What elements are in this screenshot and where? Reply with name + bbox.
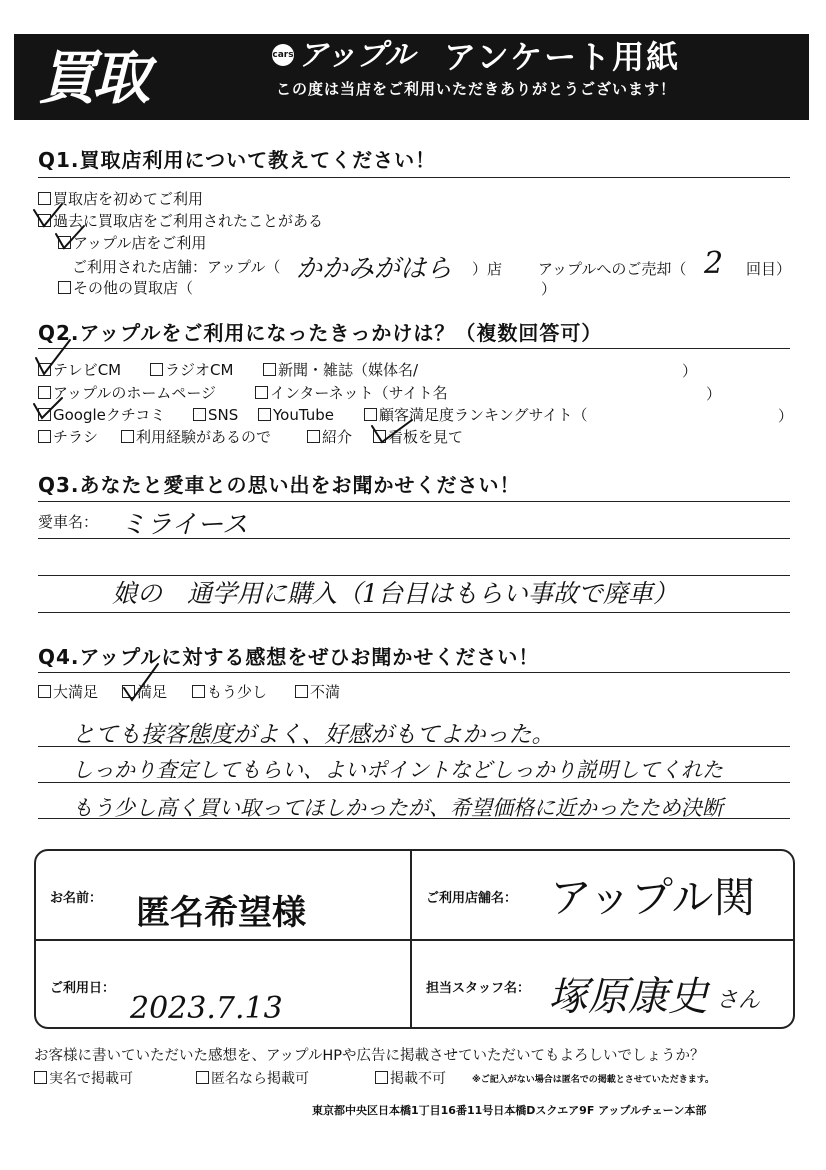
staff-suffix: さん	[716, 988, 761, 1013]
check-mark-icon	[36, 340, 70, 374]
q1-heading: Q1.買取店利用について教えてください！	[38, 148, 437, 172]
q3-car-label: 愛車名：	[38, 513, 99, 531]
q1-other-close: ）	[541, 280, 557, 298]
q1-option-apple[interactable]: アップル店をご利用	[58, 233, 206, 253]
q2-option-flyer[interactable]: チラシ	[38, 427, 98, 447]
q3-car-value[interactable]: ミライース	[120, 510, 248, 540]
q3-memory-text[interactable]: 娘の 通学用に購入（1台目はもらい事故で廃車）	[112, 579, 678, 608]
q2-news-close: ）	[682, 362, 698, 380]
q2-option-experience[interactable]: 利用経験があるので	[121, 427, 271, 447]
q2-option-radio[interactable]: ラジオCM	[150, 360, 233, 380]
store-name-label: ご利用店舗名：	[426, 891, 518, 906]
option-anonymous[interactable]: 匿名なら掲載可	[196, 1068, 309, 1088]
q2-ranking-close: ）	[778, 407, 794, 425]
q2-option-google[interactable]: Googleクチコミ	[38, 405, 165, 425]
publish-note: ※ご記入がない場合は匿名での掲載とさせていただきます。	[472, 1075, 715, 1085]
q4-option-satisfied[interactable]: 満足	[122, 682, 167, 702]
q4-comment-line-1[interactable]: とても接客態度がよく、好感がもてよかった。	[72, 722, 555, 748]
staff-value[interactable]: 塚原康史	[548, 974, 708, 1020]
apple-logo-text: アップル	[298, 38, 415, 73]
q2-option-tv[interactable]: テレビCM	[38, 360, 121, 380]
q1-store-suffix: ）店	[472, 260, 503, 278]
customer-info-card	[34, 849, 795, 1029]
q2-option-homepage[interactable]: アップルのホームページ	[38, 383, 216, 403]
q1-sale-count-suffix: 回目）	[746, 260, 792, 278]
q2-option-sns[interactable]: SNS	[193, 405, 238, 425]
option-real-name[interactable]: 実名で掲載可	[34, 1068, 133, 1088]
date-label: ご利用日：	[50, 981, 116, 996]
q1-sale-count-label: アップルへのご売却（	[538, 260, 687, 278]
q2-option-news[interactable]: 新聞・雑誌（媒体名/	[263, 360, 418, 380]
q2-option-referral[interactable]: 紹介	[307, 427, 352, 447]
company-address: 東京都中央区日本橋1丁目16番11号日本橋Dスクエア9F アップルチェーン本部	[312, 1104, 707, 1117]
check-mark-icon	[124, 664, 158, 700]
q4-option-dissatisfied[interactable]: 不満	[295, 682, 340, 702]
q2-option-internet[interactable]: インターネット（サイト名	[255, 383, 448, 403]
q1-option-other[interactable]: その他の買取店（	[58, 278, 193, 298]
q2-option-ranking[interactable]: 顧客満足度ランキングサイト（	[364, 405, 588, 425]
header-subtitle: この度は当店をご利用いただきありがとうございます！	[276, 80, 677, 98]
q4-comment-line-3[interactable]: もう少し高く買い取ってほしかったが、希望価格に近かったため決断	[72, 796, 723, 820]
publish-consent-question: お客様に書いていただいた感想を、アップルHPや広告に掲載させていただいてもよろしいでしょうか？	[34, 1048, 705, 1064]
q4-comment-line-2[interactable]: しっかり査定してもらい、よいポイントなどしっかり説明してくれた	[72, 758, 723, 782]
q4-option-very-satisfied[interactable]: 大満足	[38, 682, 98, 702]
q1-store-value[interactable]: かかみがはら	[296, 254, 453, 284]
q3-heading: Q3.あなたと愛車との思い出をお聞かせください！	[38, 473, 521, 497]
check-mark-icon	[34, 398, 62, 418]
option-no-publish[interactable]: 掲載不可	[375, 1068, 446, 1088]
checkbox[interactable]	[375, 1071, 388, 1084]
q1-store-label: ご利用された店舗：アップル（	[72, 258, 281, 276]
name-label: お名前：	[50, 891, 103, 906]
q1-sale-count-value[interactable]: 2	[704, 246, 724, 281]
date-value[interactable]: 2023.7.13	[130, 991, 283, 1026]
check-mark-icon	[34, 204, 62, 226]
q2-option-signboard[interactable]: 看板を見て	[373, 427, 463, 447]
staff-label: 担当スタッフ名：	[426, 981, 531, 996]
checkbox[interactable]	[34, 1071, 47, 1084]
checkbox[interactable]	[196, 1071, 209, 1084]
check-mark-icon	[372, 420, 412, 442]
survey-title: アンケート用紙	[444, 38, 681, 76]
q2-option-youtube[interactable]: YouTube	[258, 405, 334, 425]
name-value[interactable]: 匿名希望様	[136, 893, 306, 933]
q2-heading: Q2.アップルをご利用になったきっかけは？（複数回答可）	[38, 321, 603, 345]
q1-option-first[interactable]: 買取店を初めてご利用	[38, 189, 203, 209]
store-name-value[interactable]: アップル関	[550, 873, 756, 922]
card-divider-horizontal	[36, 939, 793, 941]
apple-logo-icon: cars	[272, 44, 294, 66]
check-mark-icon	[56, 226, 84, 248]
q4-heading: Q4.アップルに対する感想をぜひお聞かせください！	[38, 645, 540, 669]
q4-option-little-more[interactable]: もう少し	[192, 682, 267, 702]
q2-internet-close: ）	[706, 385, 722, 403]
kaitori-title: 買取	[38, 44, 147, 112]
q1-option-past[interactable]: 過去に買取店をご利用されたことがある	[38, 211, 323, 231]
